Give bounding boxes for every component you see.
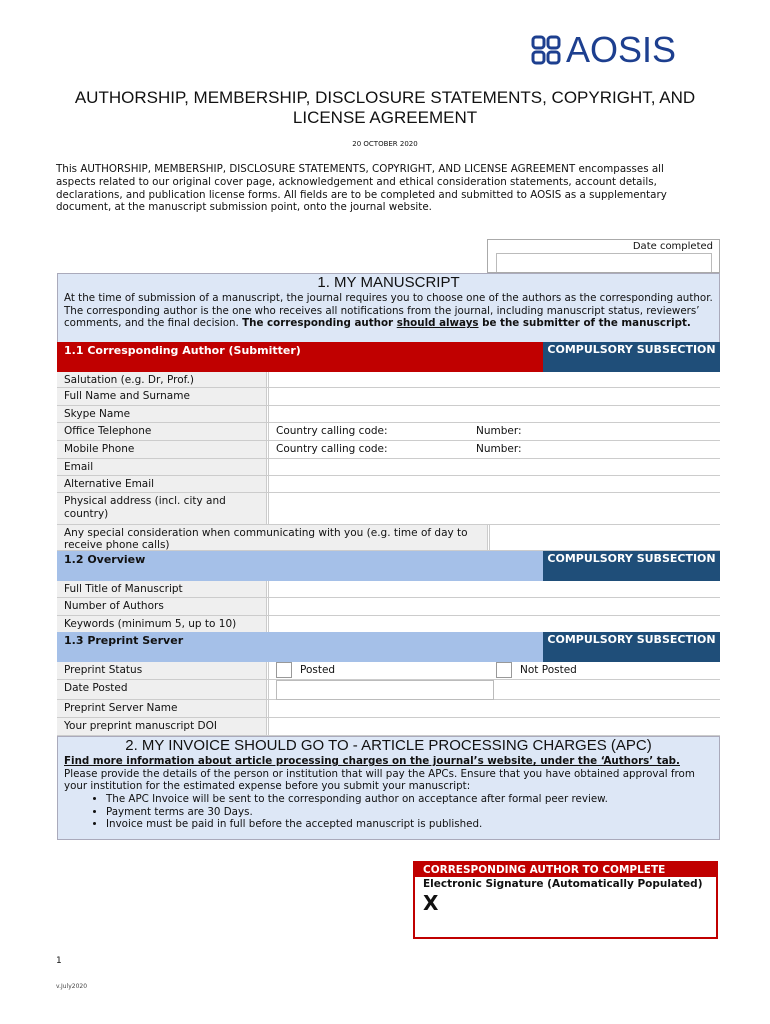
form-row bbox=[57, 423, 720, 441]
form-row bbox=[57, 581, 720, 598]
special-consideration-field[interactable] bbox=[489, 525, 720, 550]
form-row bbox=[57, 718, 720, 736]
full-name-field[interactable] bbox=[268, 388, 720, 405]
date-completed-field[interactable] bbox=[496, 253, 712, 272]
row-label: Alternative Email bbox=[57, 476, 267, 492]
date-posted-field[interactable] bbox=[276, 680, 494, 700]
preprint-status-options bbox=[268, 662, 720, 679]
row-label: Email bbox=[57, 459, 267, 475]
document-date: 20 OCTOBER 2020 bbox=[352, 140, 418, 148]
address-field[interactable] bbox=[268, 493, 720, 524]
row-label: Preprint Server Name bbox=[57, 700, 267, 717]
form-row bbox=[57, 616, 720, 633]
alt-email-field[interactable] bbox=[268, 476, 720, 492]
country-code-label: Country calling code: bbox=[276, 443, 388, 455]
row-label: Salutation (e.g. Dr, Prof.) bbox=[57, 372, 267, 387]
posted-label: Posted bbox=[300, 664, 336, 676]
manuscript-title-field[interactable] bbox=[268, 581, 720, 597]
section-title: 2. MY INVOICE SHOULD GO TO - ARTICLE PROCESSING CHARGES (APC) bbox=[125, 737, 652, 754]
form-row bbox=[57, 680, 720, 700]
subsection-preprint bbox=[57, 632, 720, 662]
row-label: Date Posted bbox=[57, 680, 267, 699]
signature-heading: CORRESPONDING AUTHOR TO COMPLETE bbox=[415, 863, 716, 877]
section-my-manuscript bbox=[57, 273, 720, 343]
number-label: Number: bbox=[476, 443, 522, 455]
skype-field[interactable] bbox=[268, 406, 720, 422]
section-invoice bbox=[57, 736, 720, 840]
subsection-corresponding-author bbox=[57, 342, 720, 372]
list-item: • The APC Invoice will be sent to the corresponding author on acceptance after formal peer review. bbox=[106, 793, 719, 806]
form-row bbox=[57, 476, 720, 493]
form-row bbox=[57, 441, 720, 459]
posted-checkbox[interactable] bbox=[276, 662, 292, 678]
date-completed-box bbox=[487, 239, 720, 273]
form-row bbox=[57, 700, 720, 718]
subsection-overview bbox=[57, 551, 720, 581]
apc-info-link[interactable]: Find more information about article processing charges on the journal’s website, under the ‘Authors’ tab. bbox=[64, 755, 680, 767]
document-title: AUTHORSHIP, MEMBERSHIP, DISCLOSURE STATEMENTS, COPYRIGHT, AND LICENSE AGREEMENT bbox=[74, 88, 696, 127]
form-row bbox=[57, 493, 720, 525]
subsection-label: 1.1 Corresponding Author (Submitter) bbox=[57, 342, 543, 372]
intro-paragraph: This AUTHORSHIP, MEMBERSHIP, DISCLOSURE STATEMENTS, COPYRIGHT, AND LICENSE AGREEMENT encompasses all aspects related to our original cover page, acknowledgement and ethical consideration statements, account details, declarations, and publication license forms. All fields are to be completed and submitted to AOSIS as a supplementary document, at the manuscript submission point, onto the journal website. bbox=[56, 163, 667, 214]
row-label: Number of Authors bbox=[57, 598, 267, 615]
list-item: • Payment terms are 30 Days. bbox=[106, 806, 719, 819]
section-text: Find more information about article processing charges on the journal’s website, under the ‘Authors’ tab. Please provide the details of the person or institution that will pay the APCs. Ensure that you have obtained approval from your institution for the estimated expense before you submit your manuscript: bbox=[64, 755, 695, 793]
signature-label: Electronic Signature (Automatically Populated) bbox=[423, 878, 703, 890]
row-label: Full Title of Manuscript bbox=[57, 581, 267, 597]
signature-box bbox=[413, 861, 718, 939]
form-row bbox=[57, 372, 720, 388]
row-label: Mobile Phone bbox=[57, 441, 267, 458]
country-code-label: Country calling code: bbox=[276, 425, 388, 437]
num-authors-field[interactable] bbox=[268, 598, 720, 615]
section-title: 1. MY MANUSCRIPT bbox=[317, 274, 460, 291]
not-posted-checkbox[interactable] bbox=[496, 662, 512, 678]
row-label: Full Name and Surname bbox=[57, 388, 267, 405]
form-row bbox=[57, 525, 720, 551]
compulsory-badge: COMPULSORY SUBSECTION bbox=[543, 342, 720, 372]
date-posted-row bbox=[268, 680, 720, 699]
row-label: Skype Name bbox=[57, 406, 267, 422]
form-row bbox=[57, 459, 720, 476]
row-label: Your preprint manuscript DOI bbox=[57, 718, 267, 735]
number-label: Number: bbox=[476, 425, 522, 437]
subsection-label: 1.3 Preprint Server bbox=[57, 632, 543, 662]
aosis-knot-icon bbox=[530, 34, 562, 66]
signature-mark[interactable]: X bbox=[423, 891, 439, 915]
salutation-field[interactable] bbox=[268, 372, 720, 387]
form-row bbox=[57, 388, 720, 406]
form-row bbox=[57, 662, 720, 680]
row-label: Office Telephone bbox=[57, 423, 267, 440]
doi-field[interactable] bbox=[268, 718, 720, 735]
list-item: • Invoice must be paid in full before the accepted manuscript is published. bbox=[106, 818, 719, 831]
office-phone-field[interactable] bbox=[268, 423, 720, 440]
apc-bullet-list bbox=[58, 793, 719, 831]
subsection-label: 1.2 Overview bbox=[57, 551, 543, 581]
row-label: Keywords (minimum 5, up to 10) bbox=[57, 616, 267, 632]
compulsory-badge: COMPULSORY SUBSECTION bbox=[543, 551, 720, 581]
row-label: Any special consideration when communicating with you (e.g. time of day to receive phone calls) bbox=[57, 525, 488, 550]
section-text: At the time of submission of a manuscript, the journal requires you to choose one of the authors as the corresponding author. The corresponding author is the one who receives all notifications from the journal, including manuscript status, reviewers’ comments, and the final decision. The corresponding author should always be the submitter of the manuscript. bbox=[64, 292, 713, 330]
server-name-field[interactable] bbox=[268, 700, 720, 717]
row-label: Physical address (incl. city and country) bbox=[57, 493, 267, 524]
keywords-field[interactable] bbox=[268, 616, 720, 632]
mobile-phone-field[interactable] bbox=[268, 441, 720, 458]
page-number: 1 bbox=[56, 956, 62, 966]
not-posted-label: Not Posted bbox=[520, 664, 577, 676]
aosis-logo bbox=[530, 29, 677, 70]
form-row bbox=[57, 406, 720, 423]
version-label: v.July2020 bbox=[56, 983, 88, 990]
row-label: Preprint Status bbox=[57, 662, 267, 679]
form-row bbox=[57, 598, 720, 616]
brand-name: AOSIS bbox=[566, 29, 677, 70]
compulsory-badge: COMPULSORY SUBSECTION bbox=[543, 632, 720, 662]
date-completed-label: Date completed bbox=[632, 241, 713, 252]
email-field[interactable] bbox=[268, 459, 720, 475]
